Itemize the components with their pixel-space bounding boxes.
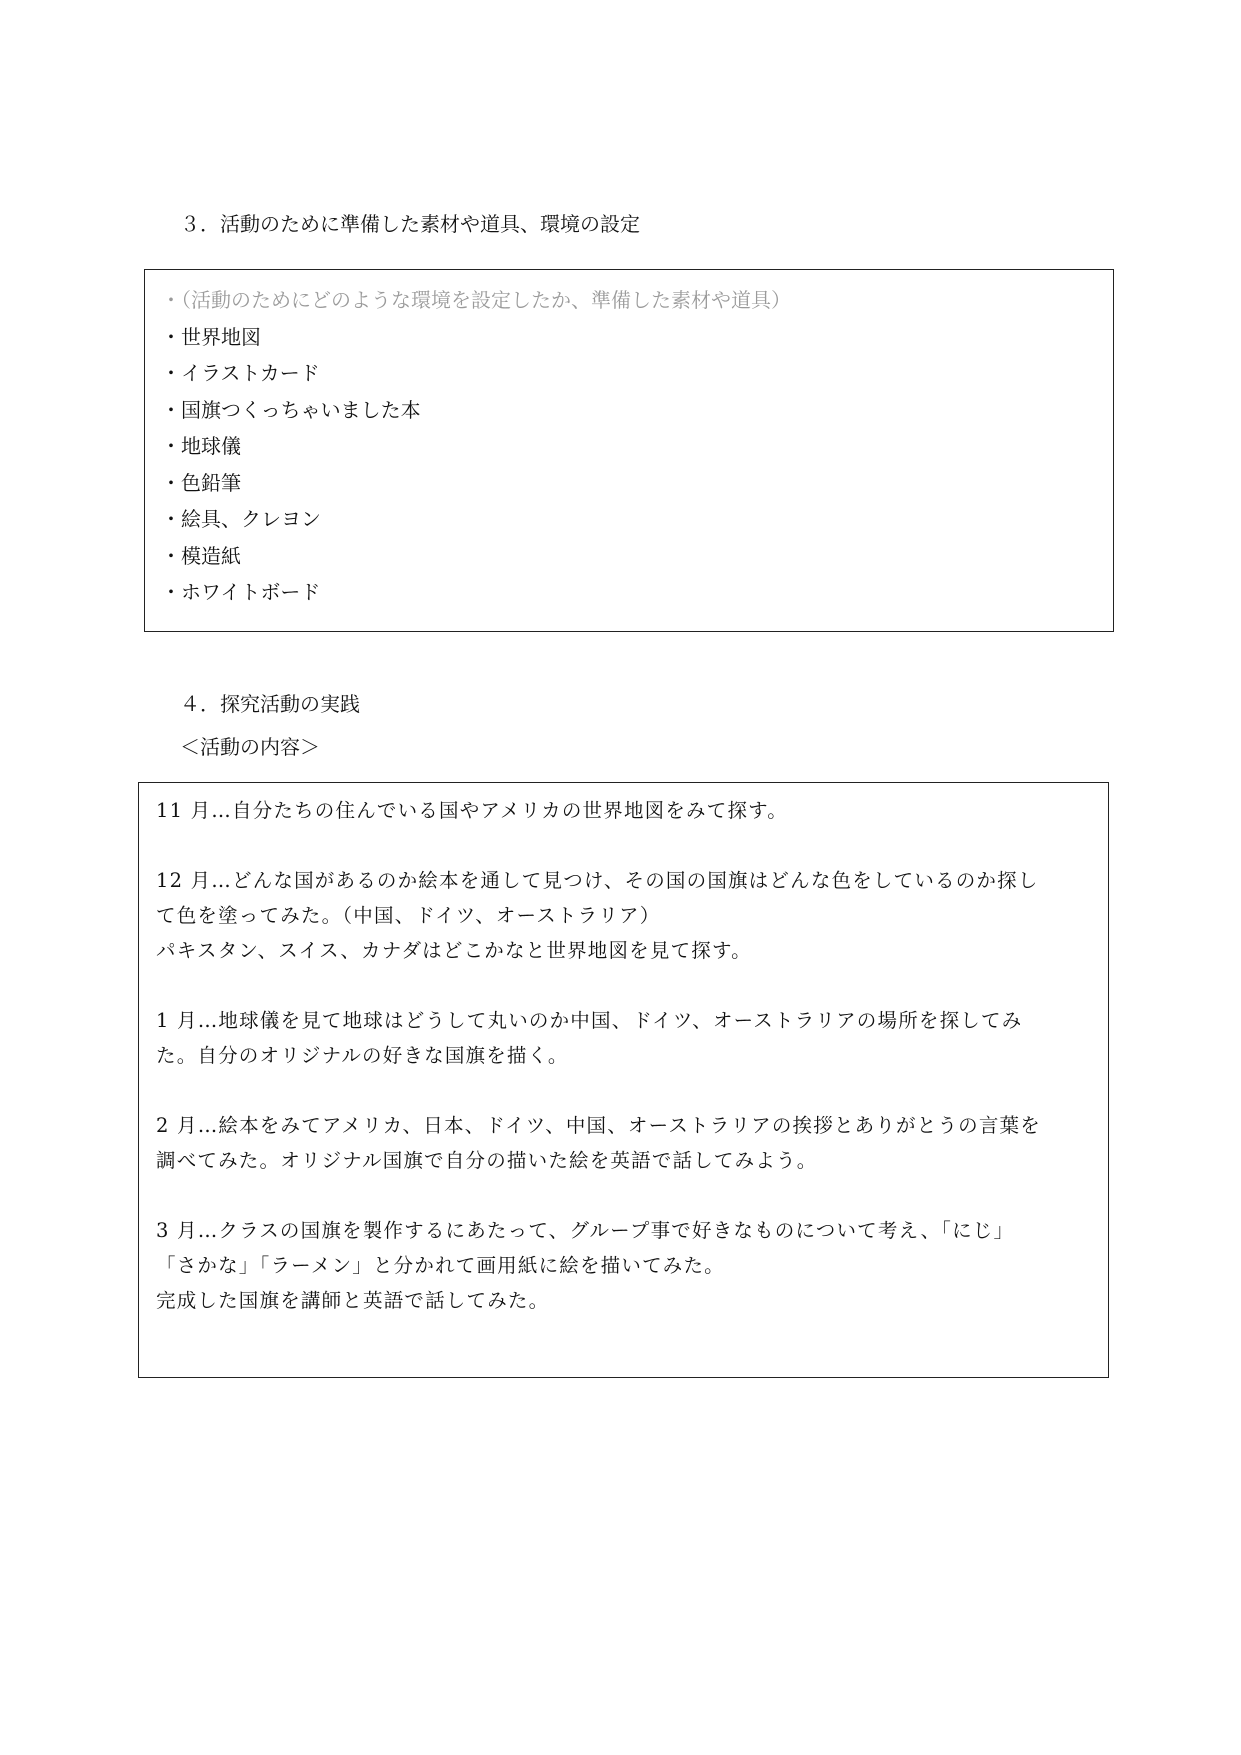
activity-line: 完成した国旗を講師と英語で話してみた。 xyxy=(156,1289,550,1312)
activity-line: 調べてみた。オリジナル国旗で自分の描いた絵を英語で話してみよう。 xyxy=(156,1149,818,1172)
material-item: ・ホワイトボード xyxy=(161,580,321,604)
activity-line: 2 月…絵本をみてアメリカ、日本、ドイツ、中国、オーストラリアの挨拶とありがとうの言葉を xyxy=(156,1114,1041,1137)
activity-content-box xyxy=(138,782,1109,1378)
materials-list xyxy=(161,319,1097,611)
section-3-heading: ３．活動のために準備した素材や道具、環境の設定 xyxy=(180,212,640,236)
materials-hint: ・（活動のためにどのような環境を設定したか、準備した素材や道具） xyxy=(161,288,791,312)
activity-entry-march xyxy=(156,1213,1092,1318)
activity-line: 11 月…自分たちの住んでいる国やアメリカの世界地図をみて探す。 xyxy=(156,799,788,822)
activity-line: 12 月…どんな国があるのか絵本を通して見つけ、その国の国旗はどんな色をしているのか探し xyxy=(156,869,1039,892)
activity-line: た。自分のオリジナルの好きな国旗を描く。 xyxy=(156,1044,569,1067)
activity-content-subheading: ＜活動の内容＞ xyxy=(180,735,320,759)
material-item: ・絵具、クレヨン xyxy=(161,507,321,531)
paragraph-gap xyxy=(156,968,1092,1003)
activity-line: 1 月…地球儀を見て地球はどうして丸いのか中国、ドイツ、オーストラリアの場所を探してみ xyxy=(156,1009,1023,1032)
activity-line: 「さかな」「ラーメン」と分かれて画用紙に絵を描いてみた。 xyxy=(156,1254,725,1277)
paragraph-gap xyxy=(156,1178,1092,1213)
material-item: ・地球儀 xyxy=(161,434,241,458)
paragraph-gap xyxy=(156,1073,1092,1108)
material-item: ・イラストカード xyxy=(161,361,320,385)
section-4-heading: ４．探究活動の実践 xyxy=(180,692,360,716)
materials-box xyxy=(144,269,1114,632)
activity-entry-february xyxy=(156,1108,1092,1178)
activity-line: て色を塗ってみた。（中国、ドイツ、オーストラリア） xyxy=(156,904,661,927)
activity-entry-november xyxy=(156,793,1092,828)
material-item: ・色鉛筆 xyxy=(161,470,241,495)
material-item: ・模造紙 xyxy=(161,543,241,568)
activity-line: パキスタン、スイス、カナダはどこかなと世界地図を見て探す。 xyxy=(156,939,752,962)
material-item: ・国旗つくっちゃいました本 xyxy=(161,397,421,422)
activity-entry-december xyxy=(156,863,1092,968)
paragraph-gap xyxy=(156,828,1092,863)
material-item: ・世界地図 xyxy=(161,324,261,349)
activity-entry-january xyxy=(156,1003,1092,1073)
activity-line: 3 月…クラスの国旗を製作するにあたって、グループ事で好きなものについて考え、「にじ」 xyxy=(156,1219,1015,1242)
